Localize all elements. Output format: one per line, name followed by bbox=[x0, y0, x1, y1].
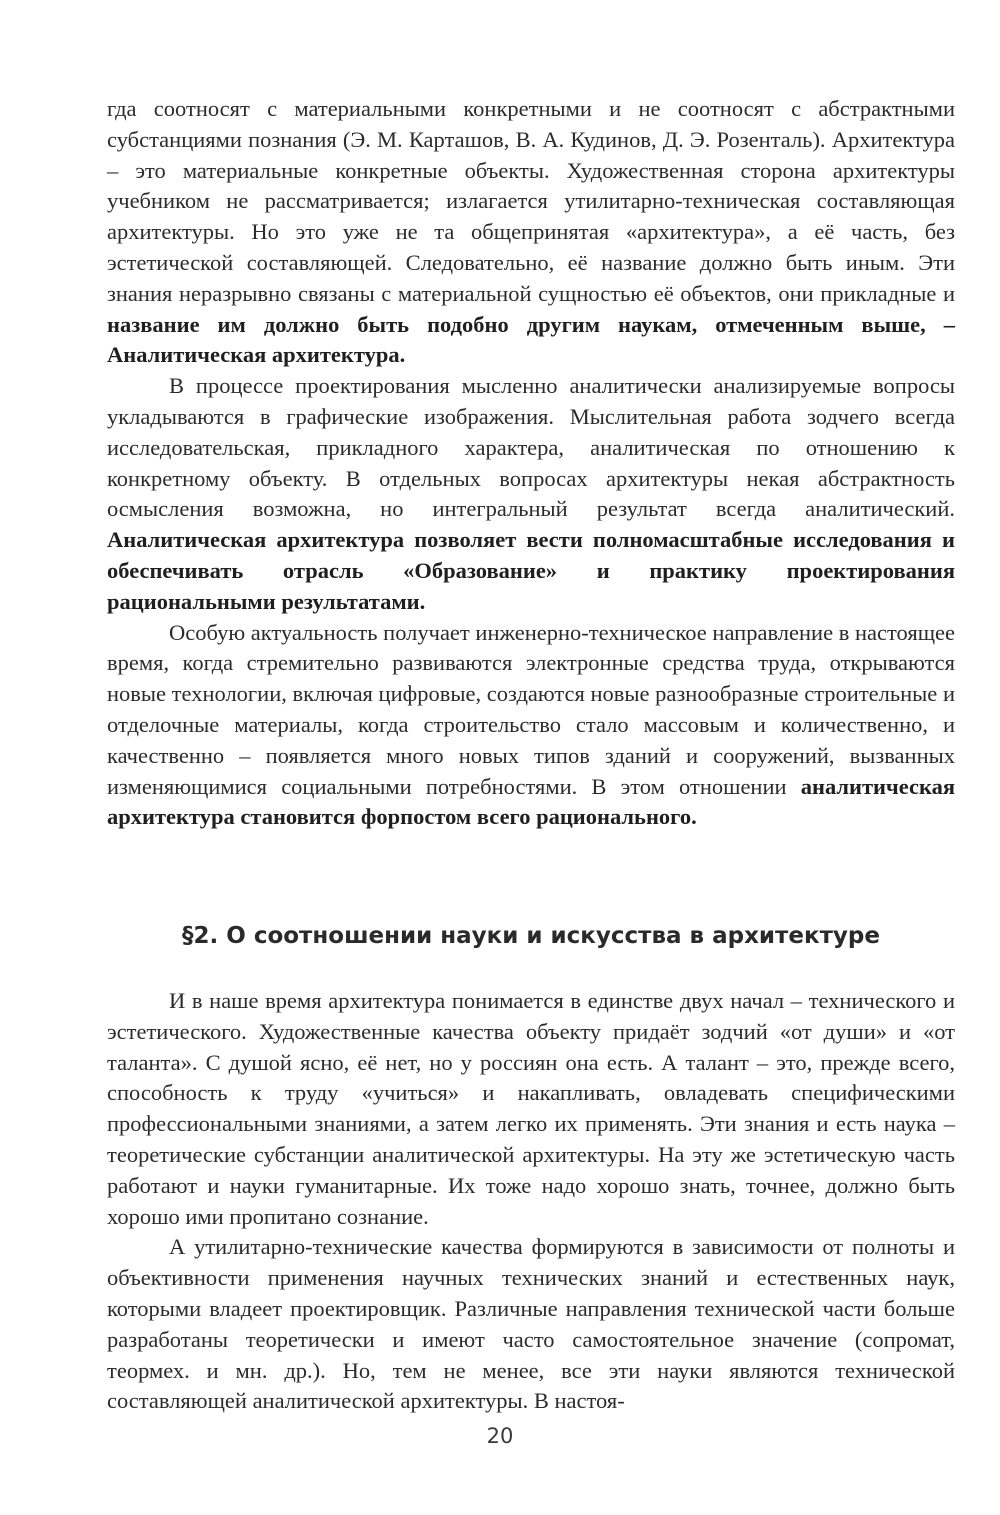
paragraph-3 bbox=[107, 618, 955, 834]
section-2-paragraph-1: И в наше время архитектура понимается в единстве двух начал – технического и эстетического. Художественные качества объекту придаёт зодчий «от души» и «от таланта». С душой ясно, её нет, но у россиян она есть. А талант – это, прежде всего, способность к труду «учиться» и накапливать, овладевать специфическими профессиональными знаниями, а затем легко их применять. Эти знания и есть наука – теоретические субстанции аналитической архитектуры. На эту же эстетическую часть работают и науки гуманитарные. Их тоже надо хорошо знать, точнее, должно быть хорошо ими пропитано сознание. bbox=[107, 988, 955, 1229]
page-number: 20 bbox=[486, 1424, 514, 1448]
body-text-section-2 bbox=[107, 986, 955, 1417]
body-text-section-1 bbox=[107, 94, 955, 833]
section-heading: §2. О соотношении науки и искусства в архитектуре bbox=[182, 923, 880, 949]
paragraph-2-bold-text: Аналитическая архитектура позволяет вести полномасштабные исследования и обеспечивать отрасль «Образование» и практику проектирования рациональными результатами. bbox=[107, 527, 955, 614]
paragraph-3-bold-text: аналитическая архитектура становится форпостом всего рационального. bbox=[107, 773, 955, 830]
paragraph-3-text: Особую актуальность получает инженерно-техническое направление в настоящее время, когда стремительно развиваются электронные средства труда, открываются новые технологии, включая цифровые, создаются новые разнообразные строительные и отделочные материалы, когда строительство стало массовым и количественно, и качественно – появляется много новых типов зданий и сооружений, вызванных изменяющимися социальными потребностями. В этом отношении bbox=[107, 619, 955, 799]
paragraph-1 bbox=[107, 94, 955, 371]
section-2-paragraph-2: А утилитарно-технические качества формируются в зависимости от полноты и объективности применения научных технических знаний и естественных наук, которыми владеет проектировщик. Различные направления технической части больше разработаны теоретически и имеют часто самостоятельное значение (сопромат, теормех. и мн. др.). Но, тем не менее, все эти науки являются технической составляющей аналитической архитектуры. В настоя- bbox=[107, 1234, 955, 1414]
paragraph-2-text: В процессе проектирования мысленно аналитически анализируемые вопросы укладываются в графические изображения. Мыслительная работа зодчего всегда исследовательская, прикладного характера, аналитическая по отношению к конкретному объекту. В отдельных вопросах архитектуры некая абстрактность осмысления возможна, но интегральный результат всегда аналитический. bbox=[107, 373, 955, 522]
paragraph-2 bbox=[107, 371, 955, 617]
paragraph-1-text: гда соотносят с материальными конкретными и не соотносят с абстрактными субстанциями познания (Э. М. Карташов, В. А. Кудинов, Д. Э. Розенталь). Архитектура – это материальные конкретные объекты. Художественная сторона архитектуры учебником не рассматривается; излагается утилитарно-техническая составляющая архитектуры. Но это уже не та общепринятая «архитектура», а её часть, без эстетической составляющей. Следовательно, её название должно быть иным. Эти знания неразрывно связаны с материальной сущностью её объектов, они прикладные и bbox=[107, 96, 955, 306]
paragraph-1-bold-text: название им должно быть подобно другим наукам, отмеченным выше, – Аналитическая архитектура. bbox=[107, 311, 955, 368]
